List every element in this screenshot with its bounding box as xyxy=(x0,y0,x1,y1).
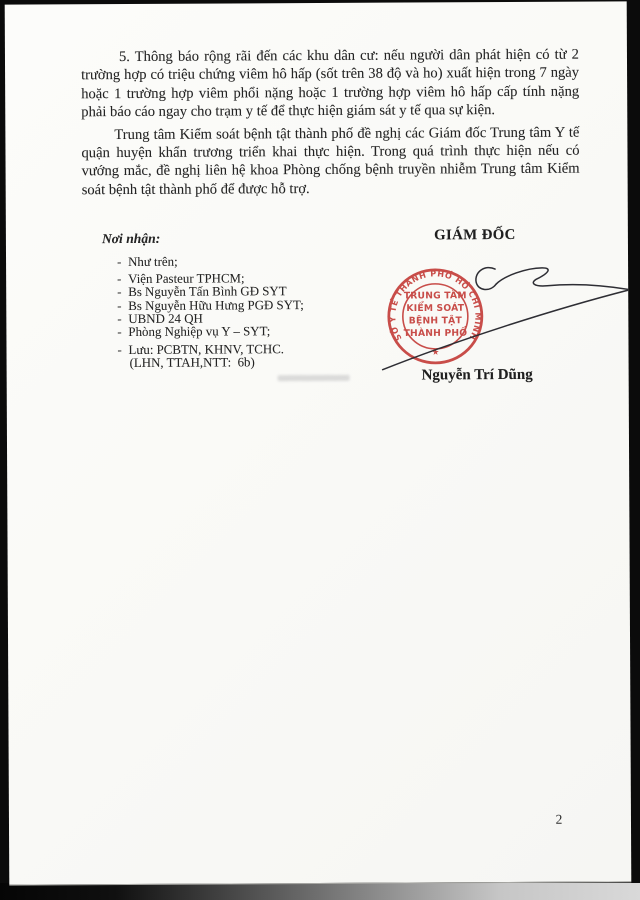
document-page xyxy=(5,1,632,885)
signer-name: Nguyễn Trí Dũng xyxy=(421,366,533,384)
recipient-label: Phòng Nghiệp vụ Y – SYT; xyxy=(128,324,271,340)
recipients-archive-note: (LHN, TTAH,NTT: 6b) xyxy=(129,355,255,371)
stamp-center-line: TRUNG TÂM xyxy=(403,290,467,302)
recipient-label: Bs Nguyễn Hữu Hưng PGĐ SYT; xyxy=(128,297,304,313)
recipient-label: Viện Pasteur TPHCM; xyxy=(128,271,245,287)
dash-bullet-icon: - xyxy=(117,343,122,358)
stamp-center-line: THÀNH PHỐ xyxy=(403,327,468,340)
dash-bullet-icon: - xyxy=(117,311,122,326)
dash-bullet-icon: - xyxy=(117,255,122,270)
recipients-heading: Nơi nhận: xyxy=(101,230,161,247)
stamp-star-icon: ★ xyxy=(431,346,440,357)
paragraph-closing: Trung tâm Kiểm soát bệnh tật thành phố đề nghị các Giám đốc Trung tâm Y tế quận huyện khẩn trương triển khai thực hiện. Trong quá trình thực hiện nếu có vướng mắc, đề nghị liên hệ khoa Phòng chống bệnh truyền nhiễm Trung tâm Kiểm soát bệnh tật thành phố để được hỗ trợ. xyxy=(81,124,580,198)
stamp-ring-text: SỞ Y TẾ THÀNH PHỐ HỒ CHÍ MINH xyxy=(387,268,484,343)
stamp-center-line: BỆNH TẬT xyxy=(408,315,462,327)
scanner-background-edge xyxy=(0,883,640,900)
page-number: 2 xyxy=(555,811,563,827)
dash-bullet-icon: - xyxy=(117,298,122,313)
dash-bullet-icon: - xyxy=(117,272,122,287)
recipient-label: Bs Nguyễn Tấn Bình GĐ SYT xyxy=(128,284,287,300)
stamp-center-line: KIỂM SOÁT xyxy=(406,302,465,315)
recipient-label: UBND 24 QH xyxy=(128,311,203,326)
signature-stroke xyxy=(476,268,496,290)
paragraph-item-5: 5. Thông báo rộng rãi đến các khu dân cư: nếu người dân phát hiện có từ 2 trường hợp có triệu chứng viêm hô hấp (sốt trên 38 độ và ho) xuất hiện trong 7 ngày hoặc 1 trường hợp viêm phổi nặng hoặc 1 trường hợp viêm hô hấp cấp tính nặng phải báo cáo ngay cho trạm y tế để thực hiện giám sát y tế qua sự kiện. xyxy=(81,46,580,121)
dash-bullet-icon: - xyxy=(117,325,122,340)
signature-stroke xyxy=(496,267,631,291)
director-title: GIÁM ĐỐC xyxy=(434,226,516,244)
handwritten-signature xyxy=(5,1,632,884)
recipient-label: Lưu: PCBTN, KHNV, TCHC. xyxy=(128,342,285,358)
recipient-label: Như trên; xyxy=(128,254,178,269)
signature-stroke xyxy=(382,289,631,369)
dash-bullet-icon: - xyxy=(117,285,122,300)
